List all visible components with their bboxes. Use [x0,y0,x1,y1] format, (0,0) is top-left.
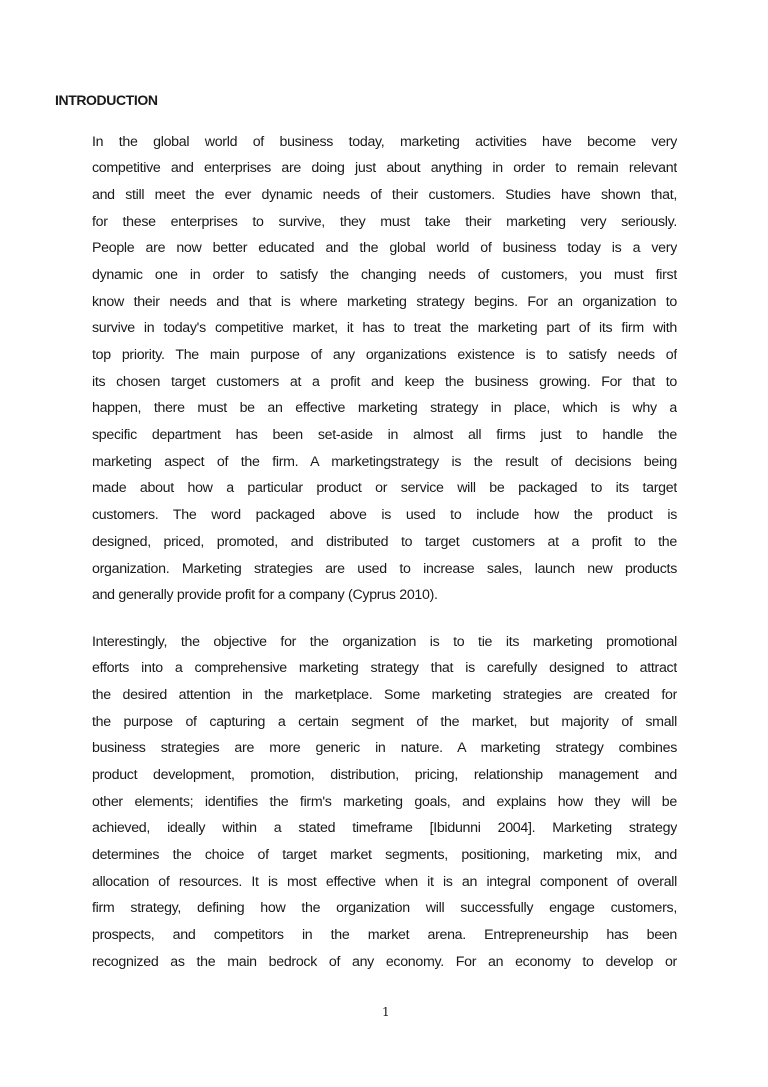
text-line: organization. Marketing strategies are used to increase sales, launch new products [92,560,677,577]
text-line: prospects, and competitors in the market arena. Entrepreneurship has been [92,927,677,944]
text-line: specific department has been set-aside in almost all firms just to handle the [92,427,677,444]
text-line: designed, priced, promoted, and distributed to target customers at a profit to the [92,533,677,550]
text-line: People are now better educated and the global world of business today is a very [92,240,677,257]
text-line: achieved, ideally within a stated timeframe [Ibidunni 2004]. Marketing strategy [92,820,677,837]
text-line: marketing aspect of the firm. A marketingstrategy is the result of decisions being [92,453,677,470]
text-line: the desired attention in the marketplace. Some marketing strategies are created for [92,686,677,703]
paragraph-1 [92,129,677,609]
text-line: firm strategy, defining how the organization will successfully engage customers, [92,900,677,917]
text-line: Interestingly, the objective for the organization is to tie its marketing promotional [92,633,677,650]
text-line: other elements; identifies the firm's marketing goals, and explains how they will be [92,793,677,810]
text-line: its chosen target customers at a profit and keep the business growing. For that to [92,373,677,390]
text-line: efforts into a comprehensive marketing strategy that is carefully designed to attract [92,660,677,677]
text-line: determines the choice of target market segments, positioning, marketing mix, and [92,847,677,863]
text-line: the purpose of capturing a certain segment of the market, but majority of small [92,713,677,730]
text-line: competitive and enterprises are doing just about anything in order to remain relevant [92,160,677,177]
text-line: know their needs and that is where marketing strategy begins. For an organization to [92,293,677,310]
text-line: business strategies are more generic in nature. A marketing strategy combines [92,740,677,757]
text-line: dynamic one in order to satisfy the changing needs of customers, you must first [92,266,677,283]
text-line: top priority. The main purpose of any organizations existence is to satisfy needs of [92,347,677,363]
text-line: made about how a particular product or service will be packaged to its target [92,480,677,497]
text-line: happen, there must be an effective marketing strategy in place, which is why a [92,400,677,417]
text-line: product development, promotion, distribution, pricing, relationship management and [92,766,677,783]
paragraph-2 [92,629,677,976]
text-line: allocation of resources. It is most effective when it is an integral component of overall [92,873,677,890]
page-number: 1 [382,1005,390,1019]
text-line: for these enterprises to survive, they must take their marketing very seriously. [92,213,677,230]
section-heading: INTRODUCTION [55,92,158,108]
text-line: and still meet the ever dynamic needs of their customers. Studies have shown that, [92,186,677,203]
text-line: customers. The word packaged above is used to include how the product is [92,507,677,524]
text-line: survive in today's competitive market, it has to treat the marketing part of its firm with [92,320,677,337]
text-line: In the global world of business today, marketing activities have become very [92,133,677,150]
text-line: recognized as the main bedrock of any economy. For an economy to develop or [92,953,677,970]
text-line: and generally provide profit for a company (Cyprus 2010). [92,587,438,604]
